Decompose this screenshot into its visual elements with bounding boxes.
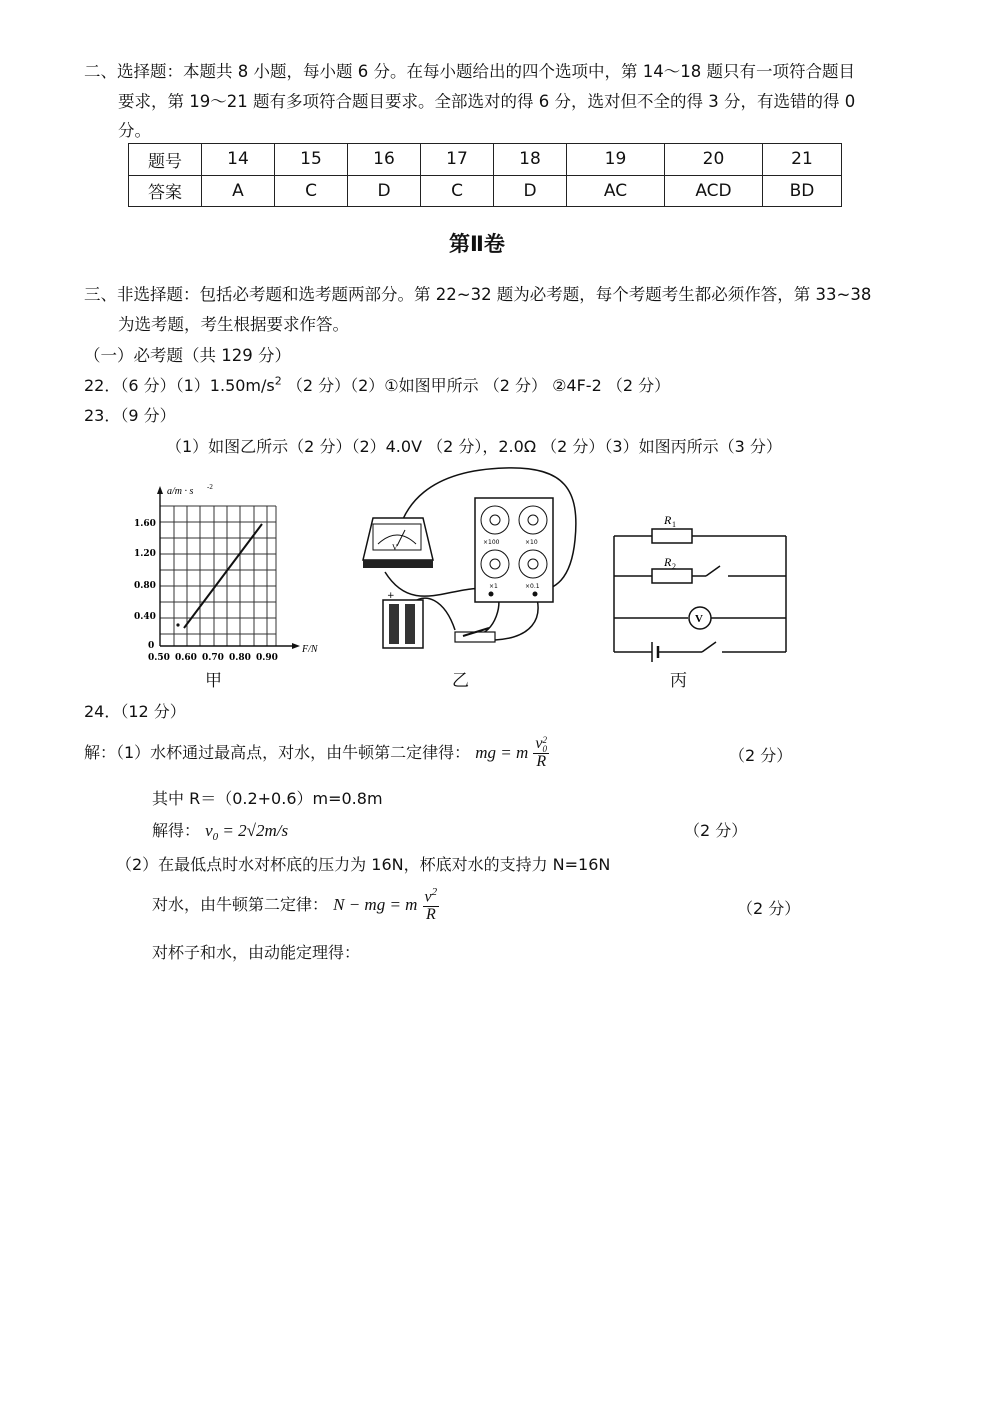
q24-solve-text: 解得：: [152, 821, 201, 840]
table-cell: 21: [763, 144, 842, 176]
frac-num: v: [535, 735, 543, 753]
x-tick-label: 0.90: [256, 653, 278, 663]
frac-num-sup: 2: [431, 886, 438, 899]
table-cell: A: [202, 175, 275, 207]
table-cell: BD: [763, 175, 842, 207]
table-cell: 16: [348, 144, 421, 176]
battery-plus: +: [387, 591, 395, 601]
table-row-answers: [129, 175, 842, 207]
q24-part2-line3: 对杯子和水，由动能定理得：: [152, 943, 361, 962]
resistance-box: [475, 498, 553, 602]
x-axis-label: F/N: [302, 644, 318, 655]
figure-bing-caption: 丙: [670, 671, 687, 691]
table-cell: C: [421, 175, 494, 207]
r2-label: R: [664, 555, 672, 569]
q24-part2-formula-line: [152, 880, 439, 930]
q24-formula-fraction: [533, 736, 549, 771]
section3-line1: 三、非选择题：包括必考题和选考题两部分。第 22~32 题为必考题，每个考题考生都必须作答，第 33~38: [84, 285, 872, 304]
y-axis-arrow: [157, 486, 163, 494]
answer-table: [128, 143, 842, 207]
dial-label: ×10: [525, 539, 538, 546]
q24-r-line: 其中 R＝（0.2+0.6）m=0.8m: [152, 789, 383, 808]
q24-formula-left: mg = m: [475, 743, 529, 762]
r1-sub: 1: [672, 520, 676, 529]
q22-prefix: 22．（6 分）（1）1.50m/s: [84, 376, 275, 395]
y-axis-label: a/m · s: [167, 486, 194, 497]
table-cell: 14: [202, 144, 275, 176]
y-tick-label: 1.60: [134, 519, 156, 529]
q24-solve-v: v: [205, 821, 213, 840]
y-tick-label: 0: [148, 641, 155, 651]
x-tick-label: 0.50: [148, 653, 170, 663]
section3-line2: 为选考题，考生根据要求作答。: [118, 315, 349, 334]
q24-part1-score: （2 分）: [729, 746, 793, 765]
frac-num-sup: 2: [542, 735, 548, 746]
q24-solve-sub: 0: [212, 831, 219, 844]
switch: [702, 642, 716, 652]
q24-solve-score: （2 分）: [684, 821, 748, 840]
voltmeter-label: V: [392, 543, 398, 552]
table-header-cell: 答案: [129, 175, 202, 207]
y-tick-label: 0.40: [134, 612, 156, 622]
x-tick-label: 0.60: [175, 653, 197, 663]
table-cell: ACD: [665, 175, 763, 207]
table-cell: D: [494, 175, 567, 207]
q23-title: 23．（9 分）: [84, 406, 176, 425]
q24-part1: [84, 728, 549, 778]
x-tick-label: 0.70: [202, 653, 224, 663]
q24-part2-text: （2）在最低点时水对杯底的压力为 16N，杯底对水的支持力 N=16N: [116, 855, 611, 874]
figure-jia-caption: 甲: [205, 671, 222, 691]
frac-den: R: [425, 906, 436, 924]
q24-solve: [152, 818, 288, 843]
q22-answer: [84, 373, 670, 396]
required-section-title: （一）必考题（共 129 分）: [84, 346, 291, 365]
resistor-r1: [652, 529, 692, 543]
q24-title: 24．（12 分）: [84, 702, 186, 721]
q24-part2-score: （2 分）: [737, 899, 801, 918]
voltmeter: [363, 518, 433, 568]
table-cell: 19: [567, 144, 665, 176]
y-tick-label: 0.80: [134, 581, 156, 591]
volume-title: 第Ⅱ卷: [449, 232, 505, 256]
frac-num: v: [424, 888, 432, 906]
table-header-cell: 题号: [129, 144, 202, 176]
q22-exponent: 2: [274, 374, 282, 388]
y-axis-label-exp: -2: [207, 483, 213, 491]
switch: [706, 566, 720, 576]
figure-yi-circuit: [355, 460, 590, 660]
table-cell: 20: [665, 144, 763, 176]
resistor-r2: [652, 569, 692, 583]
fitted-line: [184, 524, 262, 628]
table-cell: C: [275, 175, 348, 207]
x-axis-arrow: [292, 643, 300, 649]
switch: [455, 628, 495, 642]
dial-label: ×100: [483, 539, 500, 546]
frac-den: R: [536, 753, 547, 770]
dial-label: ×0.1: [525, 583, 540, 590]
table-cell: AC: [567, 175, 665, 207]
q24-part1-text: 解：（1）水杯通过最高点，对水，由牛顿第二定律得：: [84, 743, 471, 762]
table-row-questions: [129, 144, 842, 176]
q22-suffix: （2 分）（2）①如图甲所示 （2 分） ②4F-2 （2 分）: [286, 376, 671, 395]
table-cell: 18: [494, 144, 567, 176]
q23-answer: （1）如图乙所示（2 分）（2）4.0V （2 分），2.0Ω （2 分）（3）如图丙所示（3 分）: [166, 437, 782, 456]
data-point: [176, 623, 179, 626]
x-tick-label: 0.80: [229, 653, 251, 663]
table-cell: 17: [421, 144, 494, 176]
q24-part2-line2: 对水，由牛顿第二定律：: [152, 895, 329, 914]
q24-part2-formula-left: N − mg = m: [333, 895, 418, 914]
r1-label: R: [664, 513, 672, 527]
table-cell: D: [348, 175, 421, 207]
section2-line2: 要求，第 19～21 题有多项符合题目要求。全部选对的得 6 分，选对但不全的得 3 分，有选错的得 0: [118, 92, 856, 111]
figure-yi-caption: 乙: [452, 671, 469, 691]
dial-label: ×1: [489, 583, 498, 590]
battery: [383, 591, 423, 648]
figure-jia-graph: [134, 478, 340, 663]
voltmeter-symbol-label: V: [695, 613, 703, 625]
y-tick-label: 1.20: [134, 549, 156, 559]
figure-bing-circuit: [606, 506, 796, 666]
q24-part2-fraction: [423, 887, 440, 924]
section2-line1: 二、选择题：本题共 8 小题，每小题 6 分。在每小题给出的四个选项中，第 14～18 题只有一项符合题目: [84, 62, 855, 81]
section2-line3: 分。: [118, 121, 151, 140]
r2-sub: 2: [672, 562, 676, 571]
frac-num-sub: 0: [542, 743, 548, 754]
table-cell: 15: [275, 144, 348, 176]
q24-solve-rest: = 2√2m/s: [218, 821, 289, 840]
